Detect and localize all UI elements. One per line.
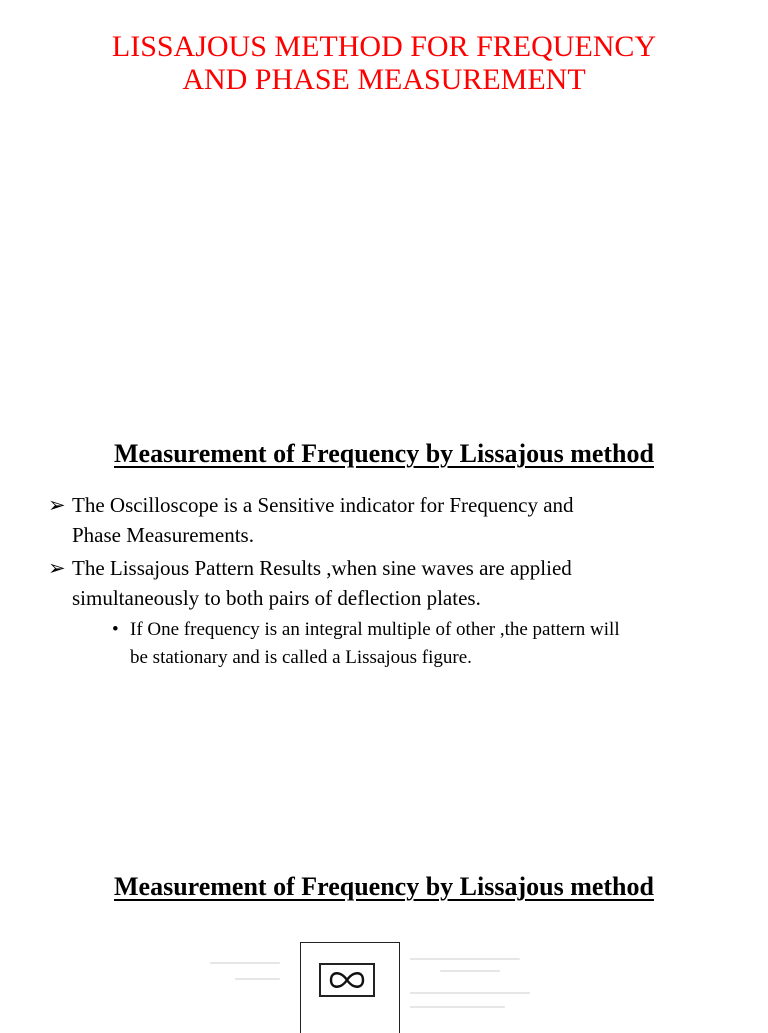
lissajous-figure-frame [300, 942, 400, 1033]
section-heading-1 [0, 439, 768, 469]
bullet-1-line1: The Oscilloscope is a Sensitive indicator for Frequency and [72, 493, 574, 517]
lissajous-pattern-box [319, 963, 375, 997]
section-heading-2-text: Measurement of Frequency by Lissajous method [114, 872, 654, 901]
sub-bullet-item [112, 616, 732, 672]
section-heading-2 [0, 872, 768, 902]
infinity-lissajous-icon [327, 969, 367, 991]
bullet-2-line2: simultaneously to both pairs of deflection plates. [72, 586, 481, 610]
slide-title-line2: AND PHASE MEASUREMENT [182, 63, 586, 96]
slide-title-line1: LISSAJOUS METHOD FOR FREQUENCY [111, 30, 657, 63]
sub-bullet-line1: If One frequency is an integral multiple of other ,the pattern will [130, 619, 620, 640]
bullet-1-line2: Phase Measurements. [72, 523, 254, 547]
bullet-item-2 [48, 553, 728, 613]
bullet-2-line1: The Lissajous Pattern Results ,when sine waves are applied [72, 556, 572, 580]
slide-title [0, 30, 768, 96]
sub-bullet-line2: be stationary and is called a Lissajous figure. [130, 647, 472, 668]
arrow-bullet-icon: ➢ [48, 493, 66, 517]
arrow-bullet-icon: ➢ [48, 556, 66, 580]
dot-bullet-icon: • [112, 619, 119, 640]
section-heading-1-text: Measurement of Frequency by Lissajous method [114, 439, 654, 468]
bullet-item-1 [48, 490, 728, 550]
